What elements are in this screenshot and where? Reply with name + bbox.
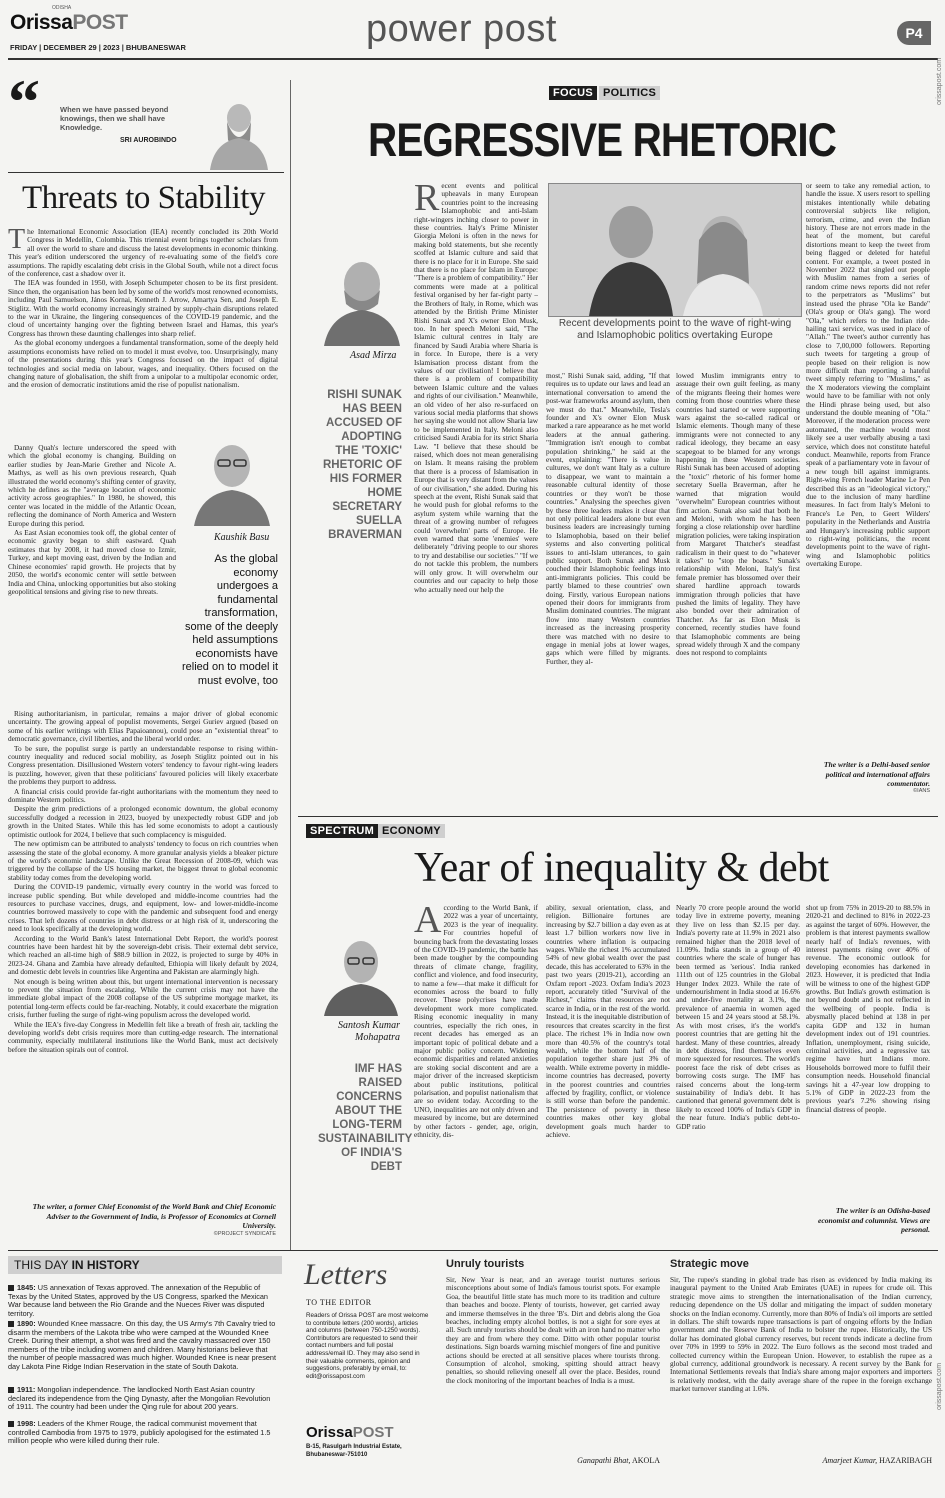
letter2-paragraph: Sir, The rupee's standing in global trade has risen as evidenced by India making its inaugural payment to the United Arab Emirates (UAE) in rupees for crude oil. This strategic move aims to strengthen the internationalisation of the Indian currency, reducing dependence on the US dollar and mitigating the impact of sudden monetary shocks on the Indian economy. Currently, more than 80% of India's oil imports are settled in dollars. The shift towards rupee transactions is part of ongoing efforts by the Indian government and the Reserve Bank of India to bolster the rupee. Historically, the US dollar has dominated global currency reserves, but recent trends indicate a decline from over 70% in 1999 to 59% in 2022. The Euro follows as the second most traded and collected currency within the European Union. However, to establish the rupee as a global currency, additional groundwork is necessary. A recent survey by the Bank for International Settlements reveals that India's share among major exporters and importers is relatively modest, with the daily average share of the rupee in the foreign exchange market turnover standing at 1.6%. [670,1276,932,1394]
article2-paragraph: most," Rishi Sunak said, adding, "If that requires us to update our laws and lead an international conversation to amend the post-war frameworks around asylum, then we must do that." Meanwhile, Tesla's founder and X's owner Elon Musk marked a rare appearance as he met world leaders at the annual gathering. "Immigration isn't enough to combat population shrinking," he said at the event, explaining: "There is value in cultures, we don't want Italy as a culture to disappear, we want to maintain a reasonable cultural identity of those countries or they won't be those countries." Analysing the speeches given by these three leaders makes it clear that not only political leaders alone but even business leaders are increasingly turning to Islamophobia, based on their belief systems and also converting political issues to anti-Islam utterances, to gain public support. Both Sunak and Musk couched their Islamophobic feelings into anti-immigrants policies. This could be partly blamed to these countries' own doing. Firstly, various European nations opened their doors for immigrants from Muslim dominated countries. The migrant flow into many Western countries increased as the increasing prosperity there was matched with no desire to engage in menial jobs at lower wages, gaps which were filled by migrants. Further, they al- [546,372,670,666]
article2-tag-politics: POLITICS [599,86,660,100]
page-number-badge: P4 [897,21,931,45]
article3-footer: The writer is an Odisha-based economist and columnist. Views are personal. [817,1206,930,1234]
article1-footer: The writer, a former Chief Economist of the World Bank and Chief Economic Adviser to the Government of India, is Professor of Economics at Cornell University. [32,1202,276,1230]
letter1-paragraph: Sir, New Year is near, and an average tourist nurtures serious misconceptions about some of India's famous tourist spots. For example Goa, the beautiful little state has much more to its tradition and culture than beaches and booze. Plenty of tourists, however, get carried away and immerse themselves in the three 'B's. Dirt and debris along the Goa beaches, including empty alcohol bottles, is not a sight for sore eyes at all. Such unruly tourists should be dealt with an iron hand no matter who they are and from where they come. Ditto with other popular tourist destinations. Sign boards warning mischief mongers of fine and punitive actions should be erected at all sensitive places where tourists throng. Consumption of alcohol, smoking, spitting should attract heavy penalties, so should relieving oneself all over the place. Besides, round the clock monitoring of the important beaches of India is a must. [446,1276,660,1385]
history-year: 1998: [17,1419,36,1428]
letters-brand-orissa: Orissa [306,1424,353,1441]
article1-paragraph: According to the World Bank's latest International Debt Report, the world's poorest countries have been hardest hit by the sovereign-debt crisis. Their external debt service, which reached an all-time high of $88.9 billion in 2022, is projected to surge by 40% in 2023-24. Ghana and Zambia have already defaulted, Ethiopia will likely default by 2024, and domestic debt levels in countries like Argentina and Pakistan are alarmingly high. [8,933,278,977]
epigraph-author: SRI AUROBINDO [120,137,177,144]
article2-paragraph: lowed Muslim immigrants entry to assuage their own guilt feeling, as many of the migrants fleeing their homes were coming from those countries where these countries had started or were supporting wars against the so-called radical or Islamic elements. Though many of these immigrants were not connected to any radical ideology, they became an easy scapegoat to be blamed for any wrongs happening in these Western societies. Rishi Sunak has been accused of adopting the "toxic" rhetoric of his former home secretary Suella Braverman, after he warned that migration would "overwhelm" European countries without firm action. Sunak also said that both he and Meloni, with whom he has been forging a close relationship over hardline migration policies, were taking inspiration from Margaret Thatcher's steadfast radicalism in their quest to do "whatever it takes" to "stop the boats." Sunak's relationship with Meloni, Italy's first female premier has blossomed over their shared hardline approach towards immigration through policies that have pushed the limits of legality. They have also bonded over their admiration of Thatcher. As far as Elon Musk is concerned, recently studies have found that Islamophobic comments are being spread widely through X and the company does not respond to complaints [676,372,800,658]
article2-credit: ©IANS [913,788,930,794]
letter1-signature [446,1456,660,1465]
letters-title: Letters [304,1258,388,1291]
article2-col4 [806,182,930,758]
section-title: power post [366,8,557,50]
article1-body-left [8,444,176,708]
brand-word-post: POST [72,11,128,34]
article2-headline: REGRESSIVE RHETORIC [368,113,837,166]
article1-credit: ©PROJECT SYNDICATE [213,1231,276,1237]
history-item [8,1420,278,1446]
dateline: FRIDAY | DECEMBER 29 | 2023 | BHUBANESWAR [10,43,186,52]
article1-paragraph: The new optimism can be attributed to analysts' tendency to focus on rich countries when assessing the state of the global economy. A more granular analysis yields a bleaker picture of the world's economic landscape. Unlike the Great Recession of 2008-09, which was triggered by the collapse of the US housing market, the biggest threat to global economic stability today comes from the developing world. [8,839,278,882]
santosh-mohapatra-portrait [318,928,404,1016]
article1-paragraph: Not enough is being written about this, but urgent international intervention is necessary to prevent the situation from escalating. While the current crisis may not have the immediate global impact of the 2008 collapse of the US subprime mortgage market, its potential long-term effects could be far-reaching. Notably, it could exacerbate the migration crisis, further fueling the surge of right-wing populism across the developed world. [8,976,278,1020]
article1-paragraph: he International Economic Association (IEA) recently concluded its 20th World Congress in Medellín, Colombia. This triennial event brings together scholars from all over the world to share and discuss the latest developments in economic thinking. This year's edition underscored the urgency of re-evaluating some of the field's core assumptions. The rapidly escalating debt crisis in the Global South, while not a direct focus of the conference, cast a shadow over it. [8,228,278,279]
article2-author-caption: Asad Mirza [350,350,397,361]
article3-paragraph: shot up from 75% in 2019-20 to 88.5% in 2020-21 and declined to 81% in 2022-23 as against the target of 60%. However, the problem is that interest payments swallow nearly half of India's revenues, with interest payments rising over 40% of revenue. The economic outlook for developing economies has darkened in 2023. However, it is predicted that India will be witness to one of the highest GDP growths. But India's growth estimation is not beyond doubt and is not reflected in the wellbeing of people. India is abysmally placed behind at 138 in per capita GDP and 132 in human development index out of 191 countries. Inflation, unemployment, rising suicide, criminal activities, and a regressive tax regime have hurt Indians more. Households borrowed more to fulfil their consumption needs. Household financial savings hit a 47-year low dropping to 5.1% of GDP in 2022-23 from the previous year's 7.2% showing rising financial distress of people. [806,904,930,1114]
article2-col2 [546,372,670,798]
history-heading-a: THIS DAY [14,1258,72,1272]
letter2-signature [670,1456,932,1465]
sri-aurobindo-portrait [200,92,278,170]
kaushik-basu-portrait [186,430,278,526]
bullet-square-icon [8,1387,14,1393]
history-text: Wounded Knee massacre. On this day, the US Army's 7th Cavalry tried to disarm the members of the Lakota tribe who were camped at the Wounded Knee Creek. During their attempt, a shot was fired and the cavalry massacred over 150 members of the tribe including women and children. Many historians believe that the number of people massacred was much higher. Wounded Knee is near present day Lakota Pine Ridge Indian Reservation in the state of South Dakota. [8,1319,276,1371]
history-year: 1911: [17,1385,36,1394]
article3-col2 [546,904,670,1234]
letter2-sign-place: HAZARIBAGH [879,1456,932,1465]
bottom-section-rule [8,1250,938,1251]
article3-author-caption: Santosh Kumar Mohapatra [338,1020,400,1043]
article1-paragraph: As East Asian economies took off, the global center of economic gravity began to shift eastward. Quah estimates that by 2008, it had moved close to Izmir, Turkey, and kept moving east, driven by the Indian and Chinese economies' rapid growth. He projects that by 2050, the world's economic center will settle between India and China, unlocking opportunities but also stoking geopolitical tensions and giving rise to new threats. [8,528,176,596]
article1-paragraph: As the global economy undergoes a fundamental transformation, some of the deeply held assumptions economists have relied on to model it must evolve, too. Unsurprisingly, many of the presentations during this year's Congress focused on the impact of digital technologies and social media on labour, wages, and inequality. Others focused on the changing nature of globalisation, the shift from a unipolar to a multipolar economic order, and the erosion of democratic institutions amid the rise of populist nationalism. [8,338,278,390]
article1-paragraph: To be sure, the populist surge is partly an understandable response to rising within-country inequality and reduced social mobility, as Joseph Stiglitz pointed out in his Congress presentation. Disillusioned Western voters' tendency to favour right-wing leaders is puzzling, however, given that these politicians' favoured policies will likely exacerbate the problems they purport to address. [8,743,278,787]
article2-col1 [414,182,538,798]
article2-pullquote: RISHI SUNAK HAS BEEN ACCUSED OF ADOPTING THE 'TOXIC' RHETORIC OF HIS FORMER HOME SECRETARY SUELLA BRAVERMAN [322,389,402,541]
article2-tag-focus: FOCUS [549,86,597,100]
margin-site-label-top: orissapost.com [936,57,943,105]
letter1-body [446,1276,660,1454]
article3-pullquote: IMF HAS RAISED CONCERNS ABOUT THE LONG-TERM SUSTAINABILITY OF INDIA'S DEBT [318,1063,413,1173]
letters-address: B-15, Rasulgarh Industrial Estate, Bhubaneswar-751010 [306,1444,402,1458]
article1-author-caption: Kaushik Basu [214,532,270,543]
article3-paragraph: Nearly 70 crore people around the world today live in extreme poverty, meaning they live on less than $2.15 per day. India's poverty rate at 11.9% in 2021 also remained higher than the 2018 level of 11.09%. India stands in a group of 40 countries where the scale of hunger has been termed as 'serious'. India ranked 111th out of 125 countries in the Global Hunger Index 2023. While the rate of undernourishment in India stood at 16.6% and under-five mortality at 3.1%, the prevalence of anaemia in women aged between 15 and 24 years stood at 58.1%. As with most crises, it's the world's poorest countries that are getting hit the hardest. Many of these countries, already in debt distress, find themselves even more squeezed for resources. The world's poorest face the risk of debt crises as borrowing costs surge. The IMF has raised concerns about the long-term sustainability of India's debt. It has cautioned that general government debt is likely to exceed 100% of India's GDP in the near future. India's public debt-to-GDP ratio [676,904,800,1131]
letters-brand-post: POST [352,1424,394,1441]
quote-mark-icon: “ [8,66,40,137]
margin-site-label-bottom: orissapost.com [936,1362,943,1410]
article3-headline: Year of inequality & debt [414,845,829,891]
brand-logo [10,11,128,35]
article1-body-bottom [8,710,278,1198]
article1-paragraph: Rising authoritarianism, in particular, remains a major driver of global economic uncertainty. The growing appeal of populist movements, Sergei Guriev argued (based on some of his earlier writings with Elias Papaioannou), could pose an "existential threat" to democratic governance, civil liberties, and the liberal world order. [8,710,278,744]
brand-small: ODISHA [52,5,72,11]
article1-body-top [8,228,278,444]
article3-paragraph: ccording to the World Bank, if 2022 was a year of uncertainty, 2023 is the year of inequality. For countries hopeful of bouncing back from the devastating losses of the COVID-19 pandemic, the battle has been made tougher by the compounding threats of climate change, fragility, conflict and violence, and food insecurity, to name a few—that make it difficult for economies across the board to fully recover. These polycrises have made development work more complicated. Rising economic inequality in many countries, especially the rich ones, in recent decades has emerged as an important topic of political debate and a major public policy concern. Widening economic disparities and related anxieties are stoking social discontent and are a major driver of the increased skepticism about public institutions, political polarisation, and populist nationalism that are so evident today. According to the UNO, inequalities are not only driven and measured by income, but are determined by other factors - gender, age, origin, ethnicity, dis- [414,904,538,1139]
history-item [8,1284,278,1318]
article3-tag-economy: ECONOMY [378,824,445,838]
letter2-sign-name: Amarjeet Kumar, [822,1456,878,1465]
article2-footer: The writer is a Delhi-based senior political and international affairs commentator. [823,760,930,788]
masthead [0,0,945,60]
article2-paragraph: ecent events and political upheavals in many European countries point to the increasing Islamophobic and anti-Islam right-wingers inching closer to power in these countries. Italy's Prime Minister Giorgia Meloni is often in the news for making bold statements, but she recently scoffed at Islamic culture and said that there is no place for it in Europe. She said that there is no place for Islam in Europe: "There is a problem of compatibility." Her comments were made at a political festival organised by her far-right party – the Brothers of Italy, in Rome, which was attended by the British Prime Minister Rishi Sunak and X's owner Elon Musk, too. In her speech Meloni said, "The Islamic cultural centres in Italy are financed by Saudi Arabia where Sharia is in force. In Europe, there is a very Islamisation process distant from the values of our civilisation! I believe that there is a problem of compatibility between Islamic culture and the values and rights of our civilisation." Meanwhile, an old video of her also re-surfaced on various social media platforms that shows her saying she would not allow Sharia law to be implemented in Italy. Meloni also criticised Saudi Arabia for its strict Sharia Law. "I believe that these should be raised, which does not mean generalising on Islam. It means raising the problem that there is a process of Islamisation in Europe that is very distant from the values of our civilisation," she added. During his speech at the event, Rishi Sunak said that he would push for global reforms to the asylum system while warning that the threat of a growing number of refugees could 'overwhelm' parts of Europe. He even warned that some 'enemies' were deliberately "driving people to our shores to try and destabilise our societies." "If we do not tackle this problem, the numbers will only grow. It will overwhelm our countries and our capacity to help those who actually need our help the [414,182,538,594]
letters-body: Readers of Orissa POST are most welcome to contribute letters (200 words), articles and columns (between 750-1250 words). Contributors are requested to send their contact numbers and full postal address/email ID. They may also send in their valuable comments, opinion and suggestions, preferably by email, to: edit@orissapost.com [306,1312,429,1380]
letter1-title: Unruly tourists [446,1258,525,1270]
letter2-title: Strategic move [670,1258,749,1270]
history-heading [8,1256,282,1274]
article1-dropcap: T [8,228,26,255]
article2-paragraph: or seem to take any remedial action, to handle the issue. X users resort to spelling mistakes intentionally while debating controversial subjects like religion, terrorism, crime, and even the Indian history. These are not errors made in the heat of the moment, but careful distortions meant to keep the tweet from being flagged or deleted for hateful content. For example, a tweet posted in November 2022 that singled out people with Muslim names from a series of random crime news reports did not refer to the perpetrators as "Muslims" but instead used the phrase "Ola ke Bande" (Ola's group or Ola's gang). The word "Ola," which refers to the Indian ride-hailing taxi service, was used in place of "Allah." The tweet's author currently has close to 7,00,000 followers. Reporting such tweets for targeting a group of people based on their religion is now more difficult than reporting a hateful tweet simply referring to "Muslims," as the X moderators viewing the complaint would have to be familiar with not only the Hindi phrase being used, but also understand the double meaning of "Ola." Moreover, if the moderation process were automated, the machine would most likely see a user verbally abusing a taxi service, which does not constitute hateful conduct. Meanwhile, reports from France speak of a parliamentary vote in favour of a new tough bill against immigrants. Right-wing French leader Marine Le Pen described this as an "ideological victory," due to the inclusion of many hardline measures. In fact from Italy's Meloni to France's Le Pen, to Geert Wilders' popularity in the Netherlands and Austria and Hungary's increasing public support to right-wing politicians, the recent developments point to the wave of right-wing and Islamophobic politics overtaking Europe. [806,182,930,569]
history-year: 1845: [17,1283,36,1292]
article1-pullquote: As the global economy undergoes a fundamental transformation, some of the deeply held assumptions economists have relied on to model it must evolve, too [182,553,278,687]
article1-paragraph: The IEA was founded in 1950, with Joseph Schumpeter chosen to be its first president. Since then, the organisation has been led by some of the world's most renowned economists, including Paul Samuelson, János Kornai, Kenneth J. Arrow, Amartya Sen, and Joseph E. Stiglitz. With the world economy increasingly strained by supply-chain disruptions related to the war in Ukraine, the lingering consequences of the COVID-19 pandemic, and the cloud of uncertainty hanging over the fighting between Israel and Hamas, this year's Congress has thrown these daunting challenges into sharp relief. [8,278,278,338]
history-year: 1890: [17,1319,36,1328]
masthead-rule [8,58,938,60]
bullet-square-icon [8,1285,14,1291]
article3-paragraph: ability, sexual orientation, class, and religion. Billionaire fortunes are increasing by $2.7 billion a day even as at least 1.7 billion workers now live in countries where inflation is outpacing wages. While the richest 1% accumulated 54% of new global wealth over the past decade, this has accelerated to 63% in the past two years (2019-21), according an Oxfam report -2023. Oxfam India's 2023 report, accurately titled "Survival of the Richest," claims that resources are not scarce in India, or in the rest of the world. Instead, it is the inequitable distribution of resources that creates scarcity in the first place. The richest 1% in India now own more than 40.5% of the country's total wealth, while the bottom half of the population together share just 3% of wealth. While extreme poverty in middle-income countries has decreased, poverty in the poorest countries and countries affected by fragility, conflict, or violence is still worse than before the pandemic. The persistence of poverty in these countries makes other key global development goals much harder to achieve. [546,904,670,1139]
article1-paragraph: Despite the grim predictions of a prolonged economic downturn, the global economy successfully dodged a recession in 2023, buoyed by unexpectedly robust GDP and job growth in the United States. While this has led some economists to adopt a cautiously optimistic outlook for 2024, I believe that such complacency is misguided. [8,804,278,839]
history-text: US annexation of Texas approved. The annexation of the Republic of Texas by the United States, approved by the US Congress, sparked the Mexican War because land between the Rio Grande and the Nueces River was disputed territory. [8,1283,268,1318]
letters-brand-logo [306,1424,394,1441]
letters-subtitle: TO THE EDITOR [306,1298,372,1307]
article1-paragraph: While the IEA's five-day Congress in Medellín felt like a breath of fresh air, tackling the developing world's debt crisis requires more than cutting-edge research. The international community, especially multilateral institutions like the World Bank, must act decisively before the situation spirals out of control. [8,1019,278,1054]
letter1-sign-place: AKOLA [632,1456,660,1465]
article2-photo-caption: Recent developments point to the wave of right-wing and Islamophobic politics overtaking Europe [558,318,792,341]
article3-col1 [414,904,538,1234]
letters-box [298,1256,436,1472]
brand-word-orissa: Orissa [10,11,73,34]
article1-paragraph: During the COVID-19 pandemic, virtually every country in the world was forced to increase public spending. But while developed and middle-income countries had the resources to purchase vaccines, drugs, and equipment, low- and lower-middle-income countries borrowed massively to cope with the pandemic and subsequent food and energy crises. That left dozens of countries in debt distress or at high risk of it, underscoring the need to look specifically at the developing world. [8,882,278,934]
article3-dropcap: A [414,904,442,941]
column-divider [290,80,291,1250]
history-text: Leaders of the Khmer Rouge, the radical communist movement that controlled Cambodia from 1975 to 1979, publicly apologised for the estimated 1.5 million people who were killed during their rule. [8,1419,271,1446]
bullet-square-icon [8,1421,14,1427]
article3-tag-spectrum: SPECTRUM [306,824,378,838]
history-heading-b: IN HISTORY [71,1258,140,1272]
history-item [8,1386,278,1412]
article1-paragraph: A financial crisis could provide far-right authoritarians with the momentum they need to dominate Western politics. [8,786,278,805]
sunak-meloni-photo [548,183,802,317]
article3-col4 [806,904,930,1204]
article1-headline: Threats to Stability [22,180,265,216]
article2-col3 [676,372,800,798]
epigraph-rule [8,172,284,173]
history-text: Mongolian independence. The landlocked North East Asian country declared its independence from the Qing Dynasty, after the Mongolian Revolution of 1911. The country had been under the Qing rule for about 200 years. [8,1385,271,1412]
letter1-sign-name: Ganapathi Bhat, [577,1456,631,1465]
bullet-square-icon [8,1321,14,1327]
asad-mirza-portrait [320,246,404,346]
article1-paragraph: Danny Quah's lecture underscored the speed with which the global economy is changing. Building on earlier studies by Jean-Marie Grether and Nicole A. Mathys, as well as his own previous research, Quah illustrated the world economy's shifting center of gravity, which he defines as the "average location of economic activity across geographies." In 1980, he showed, this center was located in the middle of the Atlantic Ocean, reflecting the dominance of North America and Western Europe during this period. [8,444,176,528]
history-item [8,1320,278,1372]
article2-dropcap: R [414,182,440,219]
section-rule [298,816,938,817]
epigraph-quote: When we have passed beyond knowings, then we shall have Knowledge. [60,105,169,132]
letter2-body [670,1276,932,1454]
article3-col3 [676,904,800,1234]
